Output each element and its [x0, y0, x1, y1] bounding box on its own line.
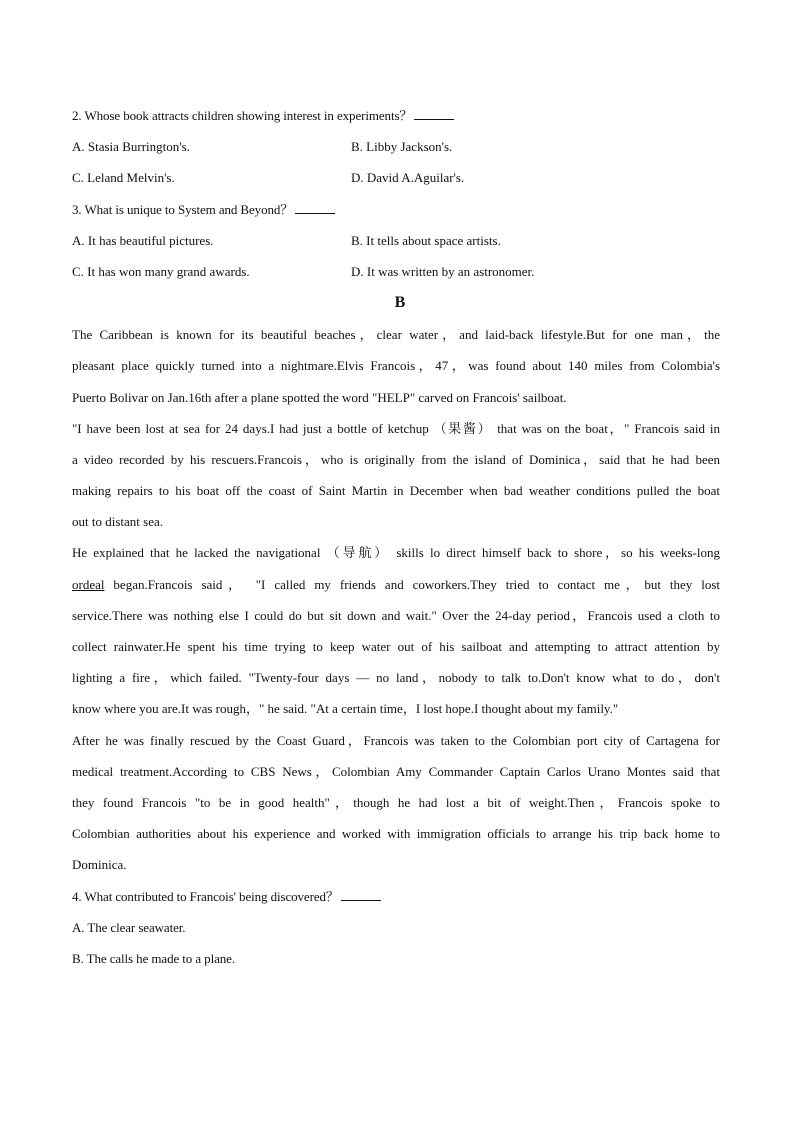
question-2: [72, 100, 720, 131]
paragraph-line: After he was finally rescued by the Coast Guard，Francois was taken to the Colombian port city of Cartagena for: [72, 732, 720, 748]
answer-blank: [341, 888, 381, 901]
paragraph-line: pleasant place quickly turned into a nightmare.Elvis Francois，47，was found about 140 miles from Colombia's: [72, 358, 720, 374]
paragraph-line: service.There was nothing else I could do but sit down and wait." Over the 24-day period，Francois used a cloth to: [72, 607, 720, 623]
question-3-options-row-2: [72, 256, 720, 287]
option-c: C. It has won many grand awards.: [72, 263, 250, 279]
question-3-options-row-1: [72, 225, 720, 256]
question-2-options-row-2: [72, 162, 720, 193]
question-3: [72, 194, 720, 225]
paragraph-line: out to distant sea.: [72, 514, 163, 530]
paragraph-line: Dominica.: [72, 857, 127, 873]
paragraph-3: [72, 537, 720, 724]
option-b: B. The calls he made to a plane.: [72, 950, 235, 966]
paragraph-1: [72, 319, 720, 413]
paragraph-2: [72, 413, 720, 538]
paragraph-line-rest: began.Francois said， "I called my friends and coworkers.They tried to contact me，but they lost: [104, 576, 720, 592]
option-a: A. Stasia Burrington's.: [72, 139, 190, 155]
answer-blank: [414, 107, 454, 120]
question-4: [72, 881, 720, 912]
paragraph-line: a video recorded by his rescuers.Francois，who is originally from the island of Dominica，said that he had been: [72, 451, 720, 467]
paragraph-line: lighting a fire，which failed. "Twenty-four days — no land，nobody to talk to.Don't know what to do，don't: [72, 670, 720, 686]
question-2-options-row-1: [72, 131, 720, 162]
question-4-text: 4. What contributed to Francois' being discovered？: [72, 888, 339, 904]
paragraph-line: know where you are.It was rough，" he said. "At a certain time，I lost hope.I thought about my family.": [72, 701, 619, 717]
paragraph-line: making repairs to his boat off the coast of Saint Martin in December when bad weather conditions pulled the boat: [72, 483, 720, 499]
option-b: B. Libby Jackson's.: [351, 139, 453, 155]
question-2-text: 2. Whose book attracts children showing interest in experiments？: [72, 108, 413, 123]
paragraph-line: Puerto Bolivar on Jan.16th after a plane spotted the word "HELP" carved on Francois' sailboat.: [72, 389, 567, 405]
paragraph-line: collect rainwater.He spent his time trying to keep water out of his sailboat and attempting to attract attention by: [72, 639, 720, 654]
option-a: A. The clear seawater.: [72, 919, 186, 935]
option-a: A. It has beautiful pictures.: [72, 232, 214, 248]
option-d: D. It was written by an astronomer.: [351, 263, 535, 279]
answer-blank: [295, 201, 335, 214]
option-d: D. David A.Aguilar's.: [351, 170, 465, 186]
section-title: B: [394, 294, 406, 312]
question-3-text: 3. What is unique to System and Beyond？: [72, 201, 294, 217]
paragraph-line: medical treatment.According to CBS News，Colombian Amy Commander Captain Carlos Urano Montes said that: [72, 763, 720, 779]
paragraph-line: He explained that he lacked the navigational （导航） skills lo direct himself back to shore，so his weeks-long: [72, 545, 720, 561]
option-c: C. Leland Melvin's.: [72, 170, 175, 186]
option-b: B. It tells about space artists.: [351, 232, 501, 248]
paragraph-line: "I have been lost at sea for 24 days.I had just a bottle of ketchup （果酱） that was on the boat，" Francois said in: [72, 420, 720, 436]
paragraph-line: The Caribbean is known for its beautiful beaches，clear water，and laid-back lifestyle.But for one man，the: [72, 327, 720, 343]
underlined-word-ordeal: ordeal: [72, 576, 105, 592]
paragraph-line: [72, 569, 720, 600]
paragraph-line: they found Francois "to be in good health"，though he had lost a bit of weight.Then，Francois spoke to: [72, 794, 720, 810]
page-content: [72, 100, 720, 974]
paragraph-line: Colombian authorities about his experience and worked with immigration officials to arrange his trip back home to: [72, 826, 720, 842]
paragraph-4: [72, 725, 720, 881]
